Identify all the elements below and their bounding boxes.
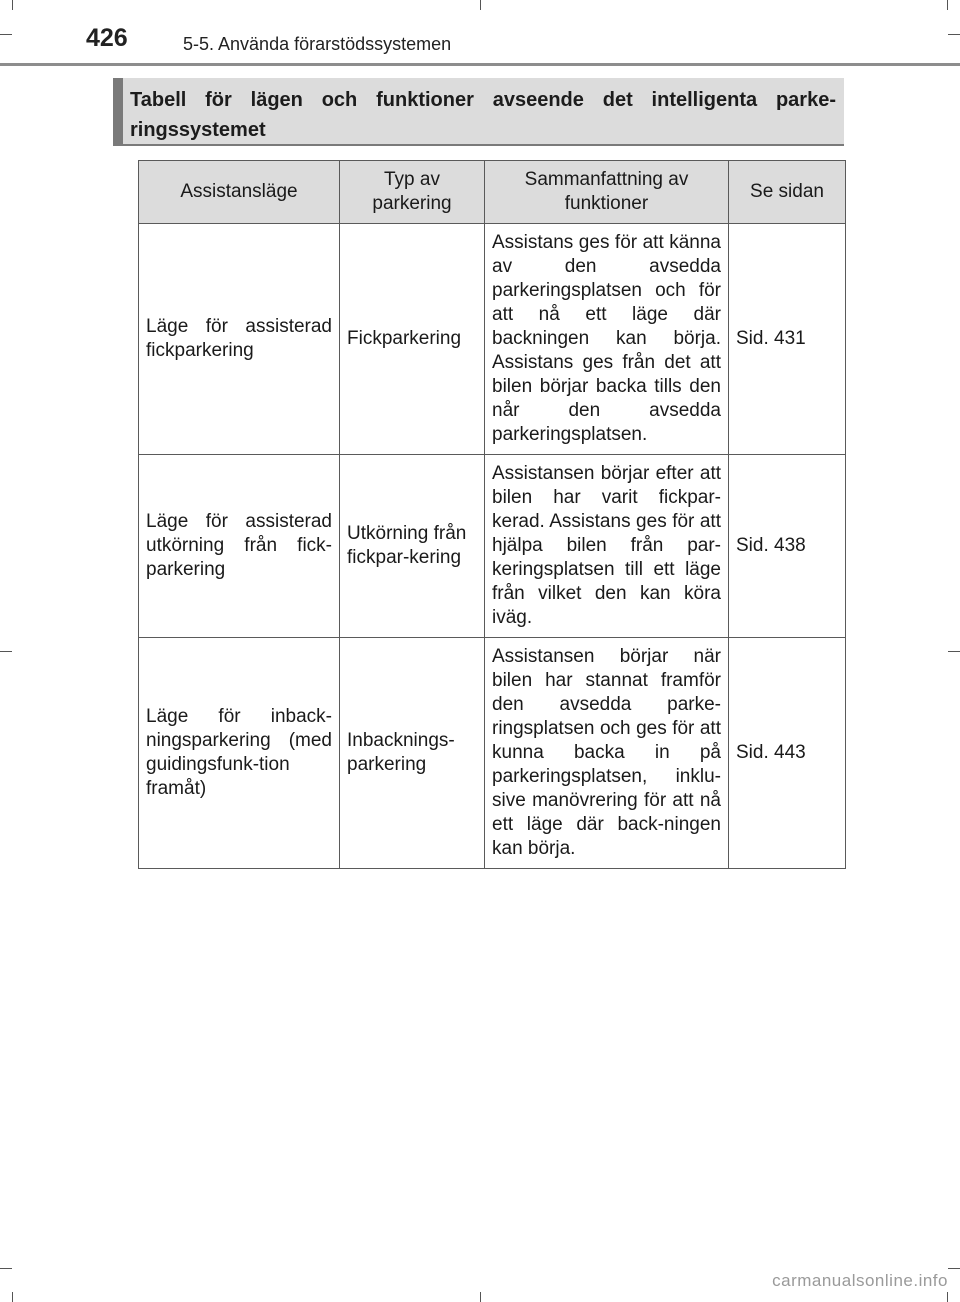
crop-mark xyxy=(947,1292,948,1302)
summary-cell: Assistansen börjar efter att bilen har varit fickpar-kerad. Assistans ges för att hjälpa bilen från par-keringsplatsen till ett läge från vilket den kan köra iväg. xyxy=(485,455,729,638)
summary-cell: Assistansen börjar när bilen har stannat framför den avsedda parke-ringsplatsen och ges för att kunna backa in på parkeringsplatsen, inklu-sive manövrering för att nå ett läge där back-ningen kan börja. xyxy=(485,638,729,869)
watermark: carmanualsonline.info xyxy=(772,1271,948,1290)
parking-type-cell: Utkörning från fickpar-kering xyxy=(340,455,485,638)
crop-mark xyxy=(0,1268,12,1269)
parking-type-cell: Inbacknings-parkering xyxy=(340,638,485,869)
heading-accent-bar xyxy=(113,78,123,144)
mode-cell: Läge för inback-ningsparkering (med guidingsfunk-tion framåt) xyxy=(139,638,340,869)
parking-type-cell: Fickparkering xyxy=(340,224,485,455)
table-header-row xyxy=(139,161,846,224)
header-divider xyxy=(0,63,960,66)
page-header xyxy=(0,0,960,66)
summary-cell: Assistans ges för att känna av den avsedda parkeringsplatsen och för att nå ett läge där backningen kan börja. Assistans ges från det att bilen börjar backa tills den når den avsedda parkeringsplatsen. xyxy=(485,224,729,455)
page-reference-cell: Sid. 443 xyxy=(729,638,846,869)
column-header-mode: Assistansläge xyxy=(139,161,340,224)
parking-modes-table xyxy=(138,160,846,869)
column-header-summary: Sammanfattning av funktioner xyxy=(485,161,729,224)
crop-mark xyxy=(948,651,960,652)
crop-mark xyxy=(12,1292,13,1302)
table-heading-box xyxy=(113,78,844,146)
table-row xyxy=(139,224,846,455)
table-row xyxy=(139,455,846,638)
column-header-parking-type: Typ av parkering xyxy=(340,161,485,224)
crop-mark xyxy=(0,651,12,652)
column-header-see-page: Se sidan xyxy=(729,161,846,224)
table-row xyxy=(139,638,846,869)
page-reference-cell: Sid. 431 xyxy=(729,224,846,455)
crop-mark xyxy=(480,1292,481,1302)
page-number: 426 xyxy=(86,24,128,52)
section-title: 5-5. Använda förarstödssystemen xyxy=(183,34,452,54)
crop-mark xyxy=(948,1268,960,1269)
mode-cell: Läge för assisterad utkörning från fick-parkering xyxy=(139,455,340,638)
table-heading: Tabell för lägen och funktioner avseende det intelligenta parke-ringssystemet xyxy=(130,89,836,141)
mode-cell: Läge för assisterad fickparkering xyxy=(139,224,340,455)
page-reference-cell: Sid. 438 xyxy=(729,455,846,638)
